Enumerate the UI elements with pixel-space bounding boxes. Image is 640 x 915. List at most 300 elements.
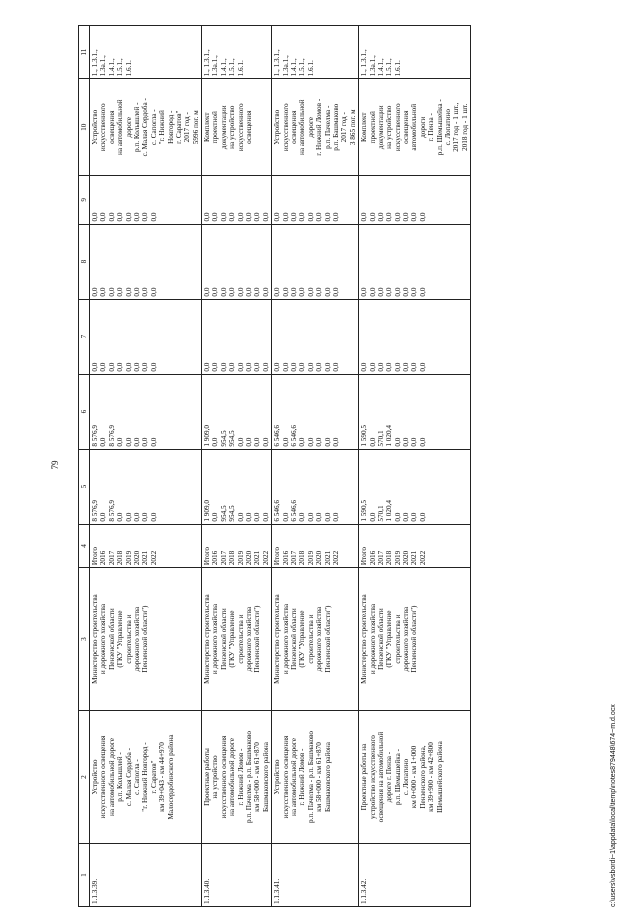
indicator-code-line: 1.5.1., xyxy=(228,58,237,77)
funding-value: 0,0 xyxy=(236,212,245,222)
executor-line: Пензенской области") xyxy=(323,605,332,673)
funding-value: 0,0 xyxy=(376,287,385,297)
measure-name xyxy=(272,710,359,843)
executor-line: Пензенской области xyxy=(107,608,116,670)
funding-value: 570,1 xyxy=(376,430,385,447)
funding-value: 0,0 xyxy=(132,212,141,222)
funding-value: 0,0 xyxy=(298,287,307,297)
funding-value: 0,0 xyxy=(132,362,141,372)
year-label: 2019 xyxy=(393,550,402,566)
year-label: 2020 xyxy=(245,550,254,566)
executor-line: строительства и xyxy=(306,614,315,664)
year-label: 2021 xyxy=(323,550,332,566)
expected-result-line: р.п. Колышлей - xyxy=(132,102,141,152)
expected-result-line: с. Малая Сердоба - xyxy=(141,98,150,157)
funding-value: 0,0 xyxy=(281,287,290,297)
funding-v8 xyxy=(202,224,272,299)
funding-value: 0,0 xyxy=(298,362,307,372)
measure-name-line: км 58+000 - км 61+870 xyxy=(315,742,324,812)
funding-value: 0,0 xyxy=(368,437,377,447)
funding-value: 0,0 xyxy=(385,362,394,372)
funding-value: 0,0 xyxy=(261,362,270,372)
measure-name-line: искусственного освещения xyxy=(99,735,108,819)
table-row xyxy=(272,26,359,907)
years-cell xyxy=(90,524,202,568)
funding-value: 8 576,9 xyxy=(91,500,99,522)
indicator-code-line: 1.3а.1., xyxy=(368,55,377,77)
measure-name-line: устройство искусственного xyxy=(368,735,377,819)
measure-name-line: освещения на автомобильной xyxy=(376,731,385,823)
funding-value: 1 909,0 xyxy=(203,425,212,447)
funding-value: 0,0 xyxy=(253,362,262,372)
funding-v5 xyxy=(359,449,471,524)
funding-value: 0,0 xyxy=(236,437,245,447)
funding-value: 0,0 xyxy=(116,287,125,297)
indicator-codes xyxy=(202,26,272,79)
funding-value: 0,0 xyxy=(99,362,108,372)
expected-result-line: 2017 год - xyxy=(183,112,192,143)
expected-result-line: г. Нижний Ломов - xyxy=(315,98,324,156)
executor-line: Министерство строительства xyxy=(360,594,369,684)
measure-name-line: р.п. Пачелма - р.п. Башмаково xyxy=(306,731,315,824)
expected-result-line: искусственного xyxy=(393,103,402,152)
indicator-code-line: 1.6.1. xyxy=(124,60,133,77)
indicator-code-line: 1.3а.1., xyxy=(99,55,108,77)
year-label: 2019 xyxy=(306,550,315,566)
year-label: 2017 xyxy=(376,550,385,566)
funding-value: 0,0 xyxy=(281,212,290,222)
funding-value: 6 546,6 xyxy=(273,500,282,522)
funding-value: 0,0 xyxy=(393,287,402,297)
expected-result-line: на автомобильной xyxy=(298,99,307,156)
measure-name-line: км 39+043 - км 44+970 xyxy=(158,742,167,812)
years-cell xyxy=(272,524,359,568)
funding-value: 0,0 xyxy=(323,287,332,297)
funding-value: 0,0 xyxy=(315,287,324,297)
funding-value: 0,0 xyxy=(211,212,220,222)
funding-value: 0,0 xyxy=(323,212,332,222)
funding-v5 xyxy=(202,449,272,524)
indicator-code-line: 1.6.1. xyxy=(306,60,315,77)
funding-value: 8 576,9 xyxy=(107,425,116,447)
funding-value: 0,0 xyxy=(410,362,419,372)
expected-result xyxy=(272,79,359,176)
expected-result-line: "г. Нижний xyxy=(158,110,167,145)
measure-name-line: Устройство xyxy=(91,759,99,795)
table-row xyxy=(359,26,471,907)
measure-name-line: с. Лопатино xyxy=(402,758,411,796)
funding-value: 0,0 xyxy=(124,512,133,522)
funding-value: 0,0 xyxy=(368,512,377,522)
funding-value: 0,0 xyxy=(323,437,332,447)
row-number: 1.1.3.39. xyxy=(90,844,202,907)
executor-line: (ГКУ "Управление xyxy=(298,610,307,668)
executor-line: дорожного хозяйства xyxy=(132,606,141,672)
funding-v7 xyxy=(90,299,202,374)
expected-result-line: Новгород - xyxy=(166,110,175,144)
year-label: 2021 xyxy=(141,550,150,566)
measure-name-line: на автомобильной дороге xyxy=(289,738,298,816)
col-header-11: 11 xyxy=(79,26,90,79)
funding-v6 xyxy=(272,374,359,449)
expected-result-line: с. Лопатино xyxy=(444,109,453,146)
funding-v5 xyxy=(272,449,359,524)
year-label: 2022 xyxy=(331,550,340,566)
funding-value: 0,0 xyxy=(253,437,262,447)
funding-v7 xyxy=(202,299,272,374)
funding-value: 0,0 xyxy=(245,437,254,447)
expected-result-line: р.п. Пачелма - xyxy=(323,105,332,149)
funding-value: 0,0 xyxy=(149,437,158,447)
col-header-3: 3 xyxy=(79,568,90,711)
executor xyxy=(202,568,272,711)
expected-result-line: 2017 год - xyxy=(340,112,349,143)
funding-value: 0,0 xyxy=(281,437,290,447)
funding-value: 0,0 xyxy=(410,212,419,222)
funding-value: 0,0 xyxy=(253,287,262,297)
funding-value: 0,0 xyxy=(124,362,133,372)
funding-value: 0,0 xyxy=(306,212,315,222)
funding-value: 1 020,4 xyxy=(385,425,394,447)
funding-value: 0,0 xyxy=(402,362,411,372)
funding-value: 6 546,6 xyxy=(289,500,298,522)
year-label: 2022 xyxy=(261,550,270,566)
funding-value: 0,0 xyxy=(360,287,369,297)
expected-result-line: г. Саратов" xyxy=(174,110,183,144)
funding-value: 1 590,5 xyxy=(360,425,369,447)
executor xyxy=(272,568,359,711)
measure-name-line: р.п. Пачелма - р.п. Башмаково xyxy=(245,731,254,824)
expected-result-line: 2018 год - 1 шт. xyxy=(460,103,469,151)
measure-name-line: на автомобильной дороге xyxy=(107,738,116,816)
funding-value: 0,0 xyxy=(203,287,212,297)
header-row xyxy=(79,26,90,907)
funding-value: 0,0 xyxy=(245,287,254,297)
measure-name-line: км 39+900 - км 42+800 xyxy=(427,742,436,812)
year-label: 2021 xyxy=(410,550,419,566)
expected-result-line: автомобильной xyxy=(410,103,419,151)
funding-value: 0,0 xyxy=(273,212,282,222)
row-number: 1.1.3.42. xyxy=(359,844,471,907)
executor xyxy=(90,568,202,711)
indicator-codes xyxy=(90,26,202,79)
funding-value: 1 590,5 xyxy=(360,500,369,522)
year-label: 2022 xyxy=(418,550,427,566)
expected-result-line: освещения xyxy=(402,110,411,144)
funding-value: 0,0 xyxy=(410,437,419,447)
measure-name-line: с. Сапогла - xyxy=(132,759,141,795)
expected-result-line: г. Пенза - xyxy=(427,113,436,142)
indicator-code-line: 1.5.1., xyxy=(298,58,307,77)
executor-line: и дорожного хозяйства xyxy=(99,603,108,675)
measure-name-line: Башмаковского района xyxy=(323,742,332,812)
executor xyxy=(359,568,471,711)
funding-value: 0,0 xyxy=(323,512,332,522)
measure-name xyxy=(90,710,202,843)
executor-line: дорожного хозяйства xyxy=(402,606,411,672)
measure-name-line: км 0+000 - км 1+000 xyxy=(410,745,419,809)
executor-line: дорожного хозяйства xyxy=(315,606,324,672)
expected-result-line: на автомобильной xyxy=(116,99,125,156)
measure-name-line: с. Малая Сердоба - xyxy=(124,747,133,807)
funding-value: 0,0 xyxy=(149,287,158,297)
executor-line: Министерство строительства xyxy=(273,594,282,684)
indicator-code-line: 1.5.1., xyxy=(116,58,125,77)
expected-result-line: Комплект xyxy=(360,112,369,143)
funding-v8 xyxy=(90,224,202,299)
funding-value: 0,0 xyxy=(323,362,332,372)
funding-value: 0,0 xyxy=(149,212,158,222)
funding-value: 0,0 xyxy=(141,512,150,522)
funding-value: 0,0 xyxy=(141,212,150,222)
measure-name-line: г. Саратов" xyxy=(149,760,158,794)
year-label: 2022 xyxy=(149,550,158,566)
expected-result-line: на устройство xyxy=(228,105,237,149)
expected-result-line: искусственного xyxy=(236,103,245,152)
funding-value: 0,0 xyxy=(331,212,340,222)
funding-value: 0,0 xyxy=(360,212,369,222)
funding-value: 0,0 xyxy=(315,362,324,372)
year-label: 2019 xyxy=(124,550,133,566)
funding-value: 0,0 xyxy=(228,287,237,297)
expected-result-line: дороге xyxy=(306,117,315,138)
indicator-code-line: 1., 1.3.1., xyxy=(203,49,212,77)
funding-value: 0,0 xyxy=(360,362,369,372)
funding-value: 954,5 xyxy=(219,505,228,522)
page-number: 79 xyxy=(50,460,60,470)
executor-line: (ГКУ "Управление xyxy=(385,610,394,668)
funding-value: 0,0 xyxy=(211,512,220,522)
funding-v9 xyxy=(359,176,471,224)
funding-v9 xyxy=(90,176,202,224)
funding-value: 0,0 xyxy=(219,287,228,297)
funding-value: 0,0 xyxy=(393,437,402,447)
funding-value: 0,0 xyxy=(410,512,419,522)
indicator-code-line: 1.6.1. xyxy=(236,60,245,77)
funding-v6 xyxy=(359,374,471,449)
measure-name-line: искусственного освещения xyxy=(219,735,228,819)
year-label: 2020 xyxy=(315,550,324,566)
funding-value: 0,0 xyxy=(116,362,125,372)
executor-line: (ГКУ "Управление xyxy=(116,610,125,668)
funding-value: 0,0 xyxy=(306,287,315,297)
funding-value: 0,0 xyxy=(298,437,307,447)
funding-value: 0,0 xyxy=(376,212,385,222)
measure-name-line: г. Нижний Ломов - xyxy=(298,748,307,806)
rotated-page-content xyxy=(34,15,617,915)
funding-value: 0,0 xyxy=(331,437,340,447)
funding-value: 0,0 xyxy=(331,362,340,372)
funding-value: 0,0 xyxy=(116,437,125,447)
funding-value: 0,0 xyxy=(116,212,125,222)
funding-v6 xyxy=(90,374,202,449)
expected-result-line: Комплект xyxy=(203,112,212,143)
col-header-7: 7 xyxy=(79,299,90,374)
year-label: 2016 xyxy=(368,550,377,566)
col-header-1: 1 xyxy=(79,844,90,907)
program-table xyxy=(78,25,471,907)
indicator-code-line: 1.5.1., xyxy=(385,58,394,77)
funding-value: 0,0 xyxy=(141,437,150,447)
funding-v9 xyxy=(272,176,359,224)
indicator-codes xyxy=(359,26,471,79)
expected-result-line: 5996 пог. м xyxy=(191,110,200,145)
funding-value: 0,0 xyxy=(253,212,262,222)
measure-name-line: искусственного освещения xyxy=(281,735,290,819)
funding-value: 0,0 xyxy=(273,362,282,372)
expected-result-line: проектной xyxy=(211,111,220,144)
funding-value: 0,0 xyxy=(402,287,411,297)
funding-value: 6 546,6 xyxy=(289,425,298,447)
funding-value: 0,0 xyxy=(149,362,158,372)
funding-value: 0,0 xyxy=(236,512,245,522)
year-label: 2018 xyxy=(228,550,237,566)
measure-name-line: Шемышейского района xyxy=(435,741,444,813)
row-number: 1.1.3.41. xyxy=(272,844,359,907)
funding-value: 1 020,4 xyxy=(385,500,394,522)
measure-name-line: дороге г. Пенза - xyxy=(385,751,394,803)
indicator-code-line: 1.4.1., xyxy=(219,58,228,77)
funding-value: 0,0 xyxy=(410,287,419,297)
year-label: 2021 xyxy=(253,550,262,566)
funding-v6 xyxy=(202,374,272,449)
executor-line: Министерство строительства xyxy=(91,594,99,684)
funding-value: 0,0 xyxy=(402,437,411,447)
funding-value: 0,0 xyxy=(124,287,133,297)
executor-line: дорожного хозяйства xyxy=(245,606,254,672)
funding-value: 0,0 xyxy=(289,287,298,297)
funding-value: 0,0 xyxy=(99,212,108,222)
funding-value: 0,0 xyxy=(219,362,228,372)
funding-value: 0,0 xyxy=(141,287,150,297)
funding-value: 0,0 xyxy=(228,212,237,222)
funding-v7 xyxy=(272,299,359,374)
expected-result-line: документации xyxy=(376,105,385,150)
funding-value: 0,0 xyxy=(132,437,141,447)
year-label: 2018 xyxy=(116,550,125,566)
expected-result-line: искусственного xyxy=(99,103,108,152)
year-label: 2020 xyxy=(132,550,141,566)
measure-name-line: Башмаковского района xyxy=(261,742,270,812)
indicator-code-line: 1., 1.3.1., xyxy=(91,49,99,77)
expected-result xyxy=(90,79,202,176)
funding-value: 0,0 xyxy=(245,212,254,222)
indicator-code-line: 1.4.1., xyxy=(376,58,385,77)
funding-value: 0,0 xyxy=(418,437,427,447)
col-header-9: 9 xyxy=(79,176,90,224)
funding-value: 0,0 xyxy=(298,212,307,222)
measure-name-line: на устройство xyxy=(211,755,220,799)
funding-value: 0,0 xyxy=(91,362,99,372)
executor-line: Пензенской области xyxy=(219,608,228,670)
funding-value: 0,0 xyxy=(418,212,427,222)
expected-result-line: Устройство xyxy=(273,109,282,145)
measure-name-line: на автомобильной дороге xyxy=(228,738,237,816)
funding-value: 0,0 xyxy=(289,362,298,372)
col-header-4: 4 xyxy=(79,524,90,568)
indicator-code-line: 1.3а.1., xyxy=(281,55,290,77)
funding-value: 0,0 xyxy=(298,512,307,522)
funding-value: 8 576,9 xyxy=(107,500,116,522)
executor-line: Пензенской области xyxy=(376,608,385,670)
indicator-code-line: 1.6.1. xyxy=(393,60,402,77)
funding-value: 0,0 xyxy=(91,212,99,222)
funding-value: 0,0 xyxy=(368,212,377,222)
funding-value: 0,0 xyxy=(418,362,427,372)
funding-value: 0,0 xyxy=(236,362,245,372)
expected-result-line: освещения xyxy=(245,110,254,144)
funding-value: 0,0 xyxy=(132,512,141,522)
funding-value: 0,0 xyxy=(228,362,237,372)
funding-value: 0,0 xyxy=(315,512,324,522)
executor-line: и дорожного хозяйства xyxy=(211,603,220,675)
executor-line: Пензенской области") xyxy=(410,605,419,673)
funding-value: 0,0 xyxy=(124,437,133,447)
expected-result-line: искусственного xyxy=(281,103,290,152)
funding-value: 0,0 xyxy=(211,362,220,372)
year-label: Итого xyxy=(203,546,212,566)
executor-line: (ГКУ "Управление xyxy=(228,610,237,668)
indicator-code-line: 1.4.1., xyxy=(289,58,298,77)
col-header-10: 10 xyxy=(79,79,90,176)
funding-value: 0,0 xyxy=(253,512,262,522)
executor-line: и дорожного хозяйства xyxy=(368,603,377,675)
funding-value: 0,0 xyxy=(418,287,427,297)
year-label: Итого xyxy=(91,546,99,566)
file-path-footer: c:\users\vsbordi~1\appdata\local\temp\notes879448\674~m.d.ocx xyxy=(610,704,617,907)
funding-value: 0,0 xyxy=(385,287,394,297)
funding-value: 0,0 xyxy=(124,212,133,222)
year-label: 2017 xyxy=(289,550,298,566)
indicator-code-line: 1., 1.3.1., xyxy=(360,49,369,77)
funding-value: 6 546,6 xyxy=(273,425,282,447)
funding-v9 xyxy=(202,176,272,224)
funding-v5 xyxy=(90,449,202,524)
funding-value: 0,0 xyxy=(141,362,150,372)
funding-value: 0,0 xyxy=(245,512,254,522)
measure-name-line: Устройство xyxy=(273,759,282,795)
measure-name-line: р.п. Колышлей - xyxy=(116,752,125,802)
col-header-8: 8 xyxy=(79,224,90,299)
expected-result xyxy=(359,79,471,176)
col-header-6: 6 xyxy=(79,374,90,449)
funding-value: 0,0 xyxy=(107,287,116,297)
measure-name-line: Пензенского района, xyxy=(418,745,427,809)
executor-line: Пензенской области xyxy=(289,608,298,670)
expected-result-line: на устройство xyxy=(385,105,394,149)
year-label: Итого xyxy=(273,546,282,566)
expected-result-line: документации xyxy=(219,105,228,150)
measure-name xyxy=(202,710,272,843)
years-cell xyxy=(202,524,272,568)
table-row xyxy=(202,26,272,907)
funding-value: 0,0 xyxy=(306,437,315,447)
funding-value: 0,0 xyxy=(245,362,254,372)
funding-value: 0,0 xyxy=(203,212,212,222)
years-cell xyxy=(359,524,471,568)
funding-value: 0,0 xyxy=(211,287,220,297)
funding-v7 xyxy=(359,299,471,374)
indicator-code-line: 1., 1.3.1., xyxy=(273,49,282,77)
year-label: 2016 xyxy=(211,550,220,566)
funding-value: 0,0 xyxy=(107,212,116,222)
funding-value: 0,0 xyxy=(418,512,427,522)
year-label: 2016 xyxy=(99,550,108,566)
measure-name-line: Проектные работы xyxy=(203,748,212,806)
funding-value: 0,0 xyxy=(368,362,377,372)
executor-line: и дорожного хозяйства xyxy=(281,603,290,675)
funding-value: 0,0 xyxy=(203,362,212,372)
